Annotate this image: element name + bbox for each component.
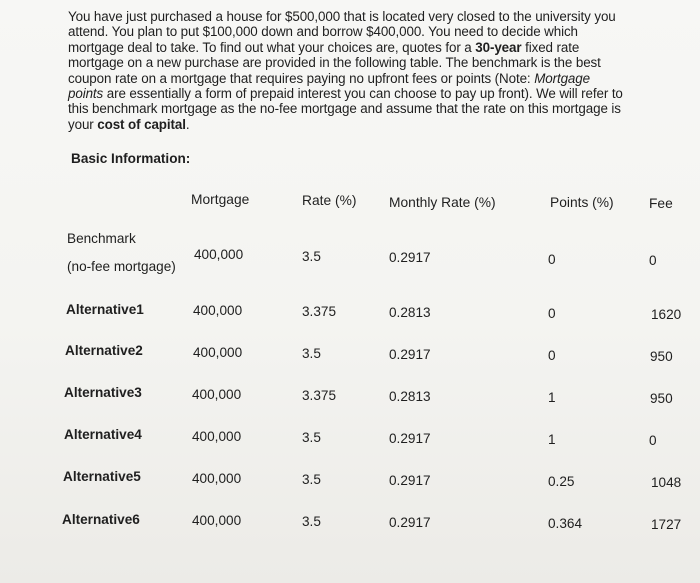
intro-part-3: are essentially a form of prepaid interest you can choose to pay up front). We will refer to this benchmark mortgage as the no-fee mortgage and assume that the rate on this mortgage is your bbox=[68, 86, 623, 132]
intro-part-2: fixed rate mortgage on a new purchase are provided in the following table. The benchmark is the best coupon rate on a mortgage that requires paying no upfront fees or points (Note: bbox=[68, 39, 601, 86]
row-points: 0 bbox=[548, 306, 556, 321]
benchmark-monthly-rate: 0.2917 bbox=[389, 250, 431, 265]
row-mortgage: 400,000 bbox=[192, 513, 242, 528]
row-points: 1 bbox=[548, 390, 556, 405]
row-label: Alternative6 bbox=[62, 512, 140, 527]
header-monthly-rate: Monthly Rate (%) bbox=[389, 195, 496, 210]
intro-bold-term: 30-year bbox=[475, 39, 522, 55]
intro-part-4: . bbox=[185, 116, 190, 132]
row-fee: 1048 bbox=[651, 475, 682, 490]
problem-statement bbox=[68, 9, 628, 132]
intro-part-1: You have just purchased a house for $500,000 that is located very closed to the university you attend. You plan to put $100,000 down and borrow $400,000. You need to decide which mortgage deal to take. To find out what your choices are, quotes for a bbox=[68, 9, 616, 55]
row-fee: 1727 bbox=[651, 517, 682, 532]
header-mortgage: Mortgage bbox=[191, 192, 250, 207]
header-fee: Fee bbox=[649, 196, 673, 211]
row-fee: 1620 bbox=[651, 307, 682, 322]
benchmark-rate: 3.5 bbox=[302, 249, 321, 264]
benchmark-fee: 0 bbox=[649, 253, 657, 268]
row-monthly-rate: 0.2917 bbox=[389, 515, 431, 530]
row-label: Alternative3 bbox=[64, 385, 142, 400]
row-rate: 3.5 bbox=[302, 346, 321, 361]
row-mortgage: 400,000 bbox=[192, 387, 242, 402]
header-rate: Rate (%) bbox=[302, 193, 357, 208]
row-rate: 3.5 bbox=[302, 430, 321, 445]
row-points: 0 bbox=[548, 348, 556, 363]
row-mortgage: 400,000 bbox=[192, 471, 242, 486]
row-monthly-rate: 0.2917 bbox=[389, 347, 431, 362]
row-rate: 3.5 bbox=[302, 472, 321, 487]
intro-cost-of-capital: cost of capital bbox=[97, 116, 186, 132]
row-monthly-rate: 0.2813 bbox=[389, 389, 431, 404]
row-label: Alternative4 bbox=[64, 427, 142, 442]
row-fee: 950 bbox=[650, 349, 673, 364]
row-rate: 3.375 bbox=[302, 304, 337, 319]
benchmark-mortgage: 400,000 bbox=[194, 247, 244, 262]
basic-information-label: Basic Information: bbox=[71, 151, 191, 166]
row-mortgage: 400,000 bbox=[192, 429, 242, 444]
row-label: Alternative1 bbox=[66, 302, 144, 317]
row-fee: 950 bbox=[650, 391, 673, 406]
row-rate: 3.375 bbox=[302, 388, 337, 403]
row-monthly-rate: 0.2917 bbox=[389, 431, 431, 446]
row-points: 0.364 bbox=[548, 516, 583, 531]
row-monthly-rate: 0.2917 bbox=[389, 473, 431, 488]
intro-italic-term: Mortgage points bbox=[68, 70, 590, 102]
benchmark-sublabel: (no-fee mortgage) bbox=[67, 259, 176, 274]
row-label: Alternative2 bbox=[65, 343, 143, 358]
row-mortgage: 400,000 bbox=[193, 303, 243, 318]
row-rate: 3.5 bbox=[302, 514, 321, 529]
header-points: Points (%) bbox=[550, 195, 614, 210]
row-label: Alternative5 bbox=[63, 469, 141, 484]
row-points: 1 bbox=[548, 432, 556, 447]
row-points: 0.25 bbox=[548, 474, 575, 489]
row-mortgage: 400,000 bbox=[193, 345, 243, 360]
problem-text bbox=[68, 9, 628, 132]
row-fee: 0 bbox=[649, 433, 657, 448]
row-monthly-rate: 0.2813 bbox=[389, 305, 431, 320]
benchmark-points: 0 bbox=[548, 252, 556, 267]
benchmark-label: Benchmark bbox=[67, 231, 136, 246]
